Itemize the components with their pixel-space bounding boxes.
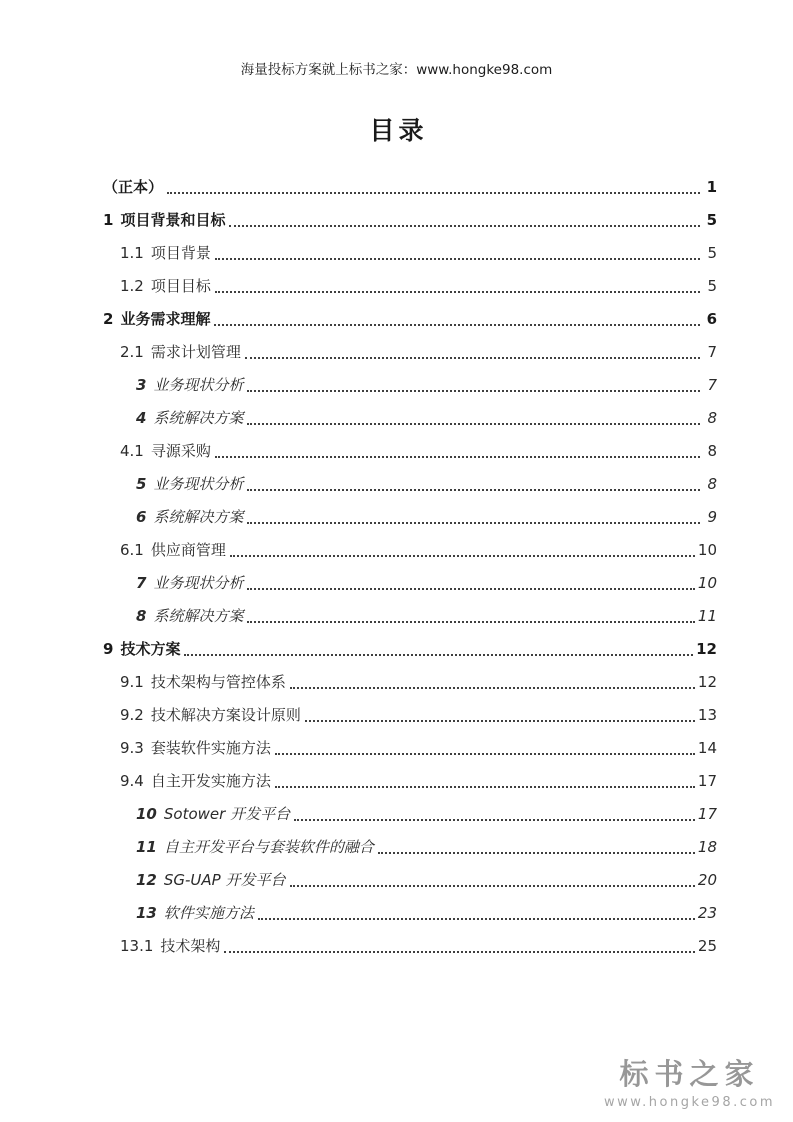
document-header (0, 0, 793, 78)
dotted-leader (378, 852, 695, 854)
toc-entry-number: 2.1 (120, 343, 144, 361)
dotted-leader (215, 291, 700, 293)
toc-entry-text: 供应商管理 (150, 541, 226, 559)
toc-entry-label (103, 210, 225, 231)
toc-entry[interactable] (103, 276, 717, 297)
watermark-brand: 标书之家 (619, 1057, 760, 1091)
toc-entry[interactable] (103, 738, 717, 759)
toc-entry-text: 自主开发平台与套装软件的融合 (163, 838, 374, 856)
toc-entry-label (136, 870, 286, 891)
watermark-url: www.hongke98.com (603, 1095, 775, 1110)
toc-page-number: 13 (697, 706, 717, 724)
toc-page-number: 12 (697, 673, 717, 691)
toc-entry[interactable] (103, 606, 717, 627)
toc-entry-text: Sotower 开发平台 (163, 805, 291, 823)
toc-page-number: 5 (707, 277, 717, 295)
toc-entry-number: 13 (136, 904, 157, 922)
toc-entry-label (136, 903, 254, 924)
toc-entry[interactable] (103, 474, 717, 495)
toc-entry-number: 9 (103, 640, 114, 658)
dotted-leader (275, 753, 695, 755)
toc-entry-label (136, 474, 243, 495)
toc-entry-number: 12 (136, 871, 157, 889)
toc-page-number: 1 (706, 178, 717, 196)
toc-entry-number: 10 (136, 805, 157, 823)
toc-entry-text: 系统解决方案 (153, 409, 244, 427)
toc-page-number: 25 (697, 937, 717, 955)
toc-entry-label (103, 639, 180, 660)
toc-page-number: 9 (707, 508, 717, 526)
toc-entry-text: 项目目标 (150, 277, 211, 295)
dotted-leader (184, 654, 693, 656)
dotted-leader (245, 357, 700, 359)
dotted-leader (247, 489, 700, 491)
toc-entry[interactable] (103, 243, 717, 264)
toc-entry[interactable] (103, 771, 717, 792)
dotted-leader (290, 687, 695, 689)
toc-page-number: 5 (707, 244, 717, 262)
toc-entry-label (136, 804, 290, 825)
toc-entry-text: （正本） (103, 178, 164, 196)
toc-entry-number: 2 (103, 310, 114, 328)
watermark (604, 1052, 775, 1110)
toc-entry-number: 13.1 (120, 937, 154, 955)
toc-entry-label (120, 936, 220, 957)
toc-entry-text: 项目背景 (150, 244, 211, 262)
toc-entry-number: 3 (136, 376, 147, 394)
toc-page-number: 14 (697, 739, 717, 757)
toc-entry-label (120, 771, 271, 792)
toc-entry-number: 9.2 (120, 706, 144, 724)
toc-entry[interactable] (103, 540, 717, 561)
toc-entry-number: 9.4 (120, 772, 144, 790)
toc-entry-label (120, 672, 286, 693)
toc-list (103, 177, 717, 957)
toc-entry[interactable] (103, 837, 717, 858)
dotted-leader (247, 621, 694, 623)
toc-entry-label (136, 375, 243, 396)
toc-entry-text: 业务现状分析 (153, 574, 244, 592)
toc-entry[interactable] (103, 210, 717, 231)
dotted-leader (305, 720, 695, 722)
toc-entry-label (120, 705, 301, 726)
toc-entry-label (120, 738, 271, 759)
toc-entry-label (136, 573, 243, 594)
toc-page-number: 7 (707, 343, 717, 361)
toc-entry[interactable] (103, 903, 717, 924)
toc-entry-label (120, 276, 211, 297)
toc-entry-number: 9.3 (120, 739, 144, 757)
toc-entry[interactable] (103, 507, 717, 528)
dotted-leader (230, 555, 695, 557)
toc-entry-number: 8 (136, 607, 147, 625)
toc-entry-label (120, 540, 226, 561)
toc-entry-text: 技术方案 (120, 640, 181, 658)
toc-entry-label (136, 837, 374, 858)
toc-entry[interactable] (103, 705, 717, 726)
toc-entry-text: 技术架构 (160, 937, 221, 955)
toc-entry-text: 业务现状分析 (153, 475, 244, 493)
toc-entry-label (136, 507, 243, 528)
dotted-leader (214, 324, 700, 326)
toc-page-number: 11 (697, 607, 717, 625)
dotted-leader (290, 885, 695, 887)
toc-entry-number: 1.2 (120, 277, 144, 295)
toc-page-number: 23 (697, 904, 717, 922)
toc-entry-text: 套装软件实施方法 (150, 739, 271, 757)
dotted-leader (247, 588, 694, 590)
toc-entry[interactable] (103, 342, 717, 363)
toc-entry-label (136, 408, 243, 429)
dotted-leader (258, 918, 695, 920)
toc-page-number: 12 (696, 640, 717, 658)
dotted-leader (294, 819, 695, 821)
toc-entry-number: 11 (136, 838, 157, 856)
toc-entry-number: 1.1 (120, 244, 144, 262)
toc-page-number: 17 (697, 772, 717, 790)
toc-page-number: 5 (706, 211, 717, 229)
header-text: 海量投标方案就上标书之家：www.hongke98.com (240, 62, 553, 78)
toc-entry-text: 需求计划管理 (150, 343, 241, 361)
dotted-leader (224, 951, 694, 953)
toc-entry-number: 4.1 (120, 442, 144, 460)
dotted-leader (167, 192, 700, 194)
toc-page-number: 8 (707, 442, 717, 460)
toc-entry-label (120, 441, 211, 462)
toc-entry-text: SG-UAP 开发平台 (163, 871, 286, 889)
toc-entry-number: 6.1 (120, 541, 144, 559)
toc-entry-label (103, 309, 210, 330)
toc-entry-text: 系统解决方案 (153, 508, 244, 526)
toc-page-number: 10 (697, 541, 717, 559)
toc-entry-text: 自主开发实施方法 (150, 772, 271, 790)
toc-entry[interactable] (103, 309, 717, 330)
toc-entry-text: 软件实施方法 (163, 904, 254, 922)
toc-entry-number: 7 (136, 574, 147, 592)
toc-page-number: 20 (697, 871, 717, 889)
dotted-leader (215, 456, 700, 458)
toc-page-number: 8 (707, 409, 717, 427)
toc-entry[interactable] (103, 408, 717, 429)
toc-entry-label (120, 243, 211, 264)
toc-entry-text: 寻源采购 (150, 442, 211, 460)
toc-entry[interactable] (103, 804, 717, 825)
toc-entry-number: 1 (103, 211, 114, 229)
toc-entry[interactable] (103, 573, 717, 594)
toc-title: 目录 (369, 116, 428, 145)
dotted-leader (229, 225, 700, 227)
toc-entry-text: 技术架构与管控体系 (150, 673, 286, 691)
toc-page-number: 10 (697, 574, 717, 592)
toc-entry-label (120, 342, 241, 363)
toc-page-number: 6 (706, 310, 717, 328)
toc-entry-text: 业务需求理解 (120, 310, 211, 328)
toc-entry[interactable] (103, 177, 717, 198)
toc-page-number: 8 (707, 475, 717, 493)
toc-page-number: 17 (697, 805, 717, 823)
toc-entry[interactable] (103, 672, 717, 693)
toc-entry-text: 系统解决方案 (153, 607, 244, 625)
toc-entry-text: 项目背景和目标 (120, 211, 226, 229)
toc-entry-number: 9.1 (120, 673, 144, 691)
toc-page-number: 7 (707, 376, 717, 394)
toc-entry-number: 6 (136, 508, 147, 526)
toc-entry[interactable] (103, 639, 717, 660)
dotted-leader (247, 522, 700, 524)
toc-entry-number: 4 (136, 409, 147, 427)
toc-entry-label (136, 606, 243, 627)
toc-entry[interactable] (103, 375, 717, 396)
toc-entry[interactable] (103, 870, 717, 891)
toc-entry-text: 业务现状分析 (153, 376, 244, 394)
dotted-leader (275, 786, 695, 788)
dotted-leader (215, 258, 700, 260)
dotted-leader (247, 390, 700, 392)
dotted-leader (247, 423, 700, 425)
toc-entry-text: 技术解决方案设计原则 (150, 706, 301, 724)
toc-entry[interactable] (103, 441, 717, 462)
toc-page-number: 18 (697, 838, 717, 856)
toc-entry-label (103, 177, 163, 198)
toc-entry-number: 5 (136, 475, 147, 493)
toc-entry[interactable] (103, 936, 717, 957)
